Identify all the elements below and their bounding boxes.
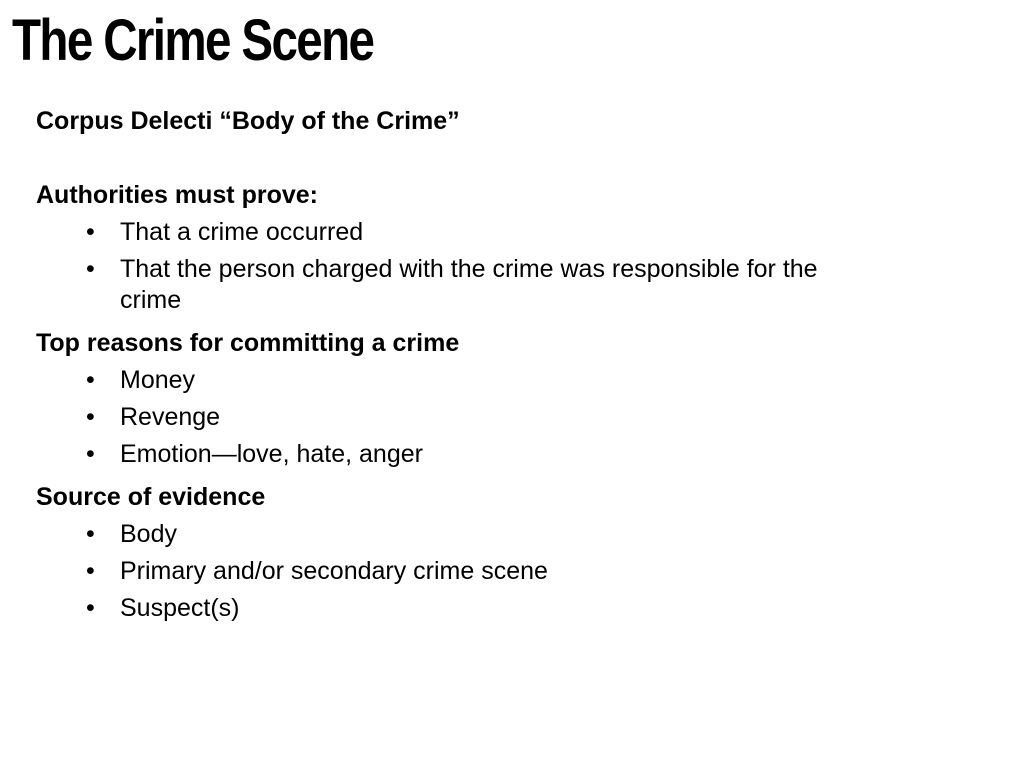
- list-item: [36, 593, 880, 624]
- slide-title: The Crime Scene: [12, 8, 374, 73]
- list-item: [36, 402, 880, 433]
- bullet-icon: •: [86, 520, 95, 548]
- list-item-text: That the person charged with the crime was responsible for the crime: [120, 255, 818, 314]
- section-heading: Authorities must prove:: [36, 181, 318, 209]
- list-item-text: Primary and/or secondary crime scene: [120, 557, 548, 585]
- bullet-icon: •: [86, 218, 95, 246]
- list-item: [36, 365, 880, 396]
- section-authorities: [36, 180, 916, 316]
- slide-content: [36, 106, 916, 636]
- list-item: [36, 254, 880, 316]
- bullet-icon: •: [86, 366, 95, 394]
- list-item-text: Emotion—love, hate, anger: [120, 440, 423, 468]
- section-heading: Source of evidence: [36, 483, 266, 511]
- list-item-text: Body: [120, 520, 177, 548]
- list-item-text: Suspect(s): [120, 594, 240, 622]
- list-item-text: Revenge: [120, 403, 221, 431]
- list-item-text: That a crime occurred: [120, 218, 364, 246]
- bullet-list: [36, 365, 916, 470]
- list-item-text: Money: [120, 366, 196, 394]
- list-item: [36, 519, 880, 550]
- bullet-list: [36, 217, 916, 316]
- bullet-list: [36, 519, 916, 624]
- subtitle: Corpus Delecti “Body of the Crime”: [36, 107, 460, 135]
- list-item: [36, 439, 880, 470]
- bullet-icon: •: [86, 440, 95, 468]
- section-reasons: [36, 328, 916, 470]
- list-item: [36, 217, 880, 248]
- bullet-icon: •: [86, 594, 95, 622]
- bullet-icon: •: [86, 403, 95, 431]
- list-item: [36, 556, 880, 587]
- section-evidence: [36, 482, 916, 624]
- bullet-icon: •: [86, 255, 95, 283]
- section-heading: Top reasons for committing a crime: [36, 329, 460, 357]
- bullet-icon: •: [86, 557, 95, 585]
